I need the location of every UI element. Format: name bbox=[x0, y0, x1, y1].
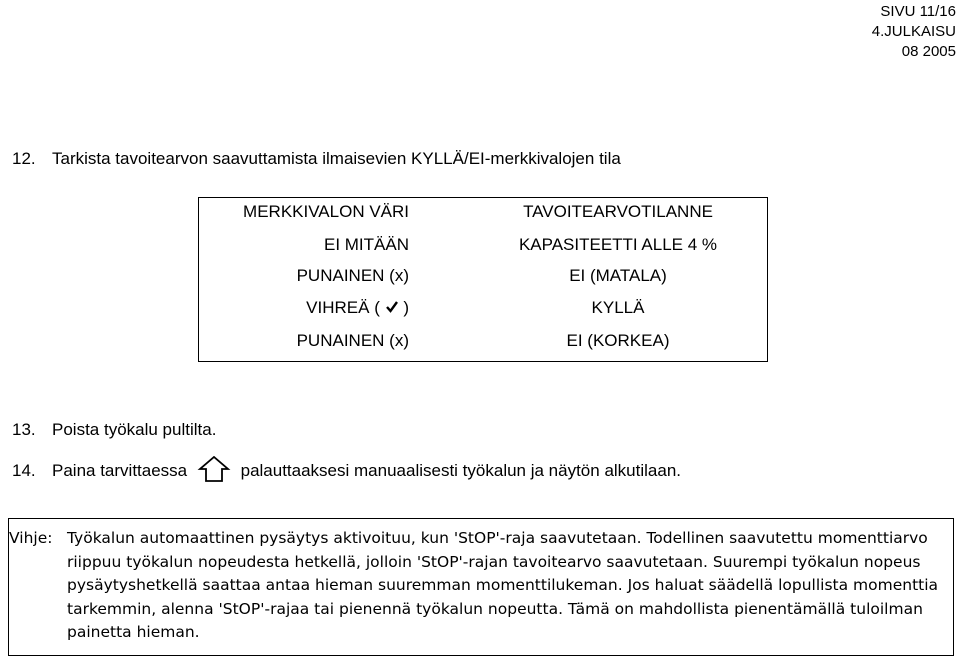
light-color: EI MITÄÄN bbox=[323, 235, 409, 254]
step-text-after: palauttaaksesi manuaalisesti työkalun ja näytön alkutilaan. bbox=[240, 461, 681, 480]
target-status: EI (MATALA) bbox=[569, 266, 667, 285]
step-12 bbox=[12, 149, 621, 169]
step-number: 14. bbox=[12, 461, 36, 480]
page-header bbox=[872, 2, 956, 62]
check-mark-icon bbox=[385, 300, 399, 314]
target-status: EI (KORKEA) bbox=[566, 331, 670, 350]
date: 08 2005 bbox=[901, 43, 956, 60]
column-header-color: MERKKIVALON VÄRI bbox=[243, 202, 409, 221]
column-header-status: TAVOITEARVOTILANNE bbox=[523, 202, 713, 221]
page-number: SIVU 11/16 bbox=[880, 3, 956, 20]
table-row bbox=[199, 266, 767, 296]
table-row bbox=[199, 331, 767, 361]
table-row bbox=[199, 298, 767, 328]
table-row bbox=[199, 235, 767, 265]
step-number: 13. bbox=[12, 420, 36, 439]
light-color: PUNAINEN (x) bbox=[296, 331, 409, 350]
indicator-table bbox=[198, 197, 768, 362]
step-number: 12. bbox=[12, 149, 36, 168]
step-text: Tarkista tavoitearvon saavuttamista ilmaisevien KYLLÄ/EI-merkkivalojen tila bbox=[52, 149, 621, 168]
up-arrow-key-icon bbox=[196, 456, 232, 482]
light-color: VIHREÄ ( ) bbox=[306, 298, 409, 317]
hint-label: Vihje: bbox=[9, 529, 53, 547]
hint-text: Työkalun automaattinen pysäytys aktivoituu, kun 'StOP'-raja saavutetaan. Todellinen saavutettu momenttiarvo riippuu työkalun nopeudesta hetkellä, jolloin 'StOP'-rajan tavoitearvo saavutetaan. Suurempi työkalun nopeus pysäytyshetkellä saattaa antaa hieman suuremman momenttilukeman. Jos haluat säädellä lopullista momenttia tarkemmin, alenna 'StOP'-rajaa tai pienennä työkalun nopeutta. Tämä on mahdollista pienentämällä tuloilman painetta hieman. bbox=[67, 529, 939, 641]
step-text: Poista työkalu pultilta. bbox=[52, 420, 217, 439]
table-header-row bbox=[199, 202, 767, 232]
light-color: PUNAINEN (x) bbox=[296, 266, 409, 285]
step-14 bbox=[12, 456, 681, 482]
target-status: KAPASITEETTI ALLE 4 % bbox=[518, 235, 718, 254]
step-13 bbox=[12, 420, 216, 440]
step-text-before: Paina tarvittaessa bbox=[52, 461, 188, 480]
target-status: KYLLÄ bbox=[591, 298, 645, 317]
edition: 4.JULKAISU bbox=[871, 23, 956, 40]
hint-box bbox=[8, 518, 954, 656]
